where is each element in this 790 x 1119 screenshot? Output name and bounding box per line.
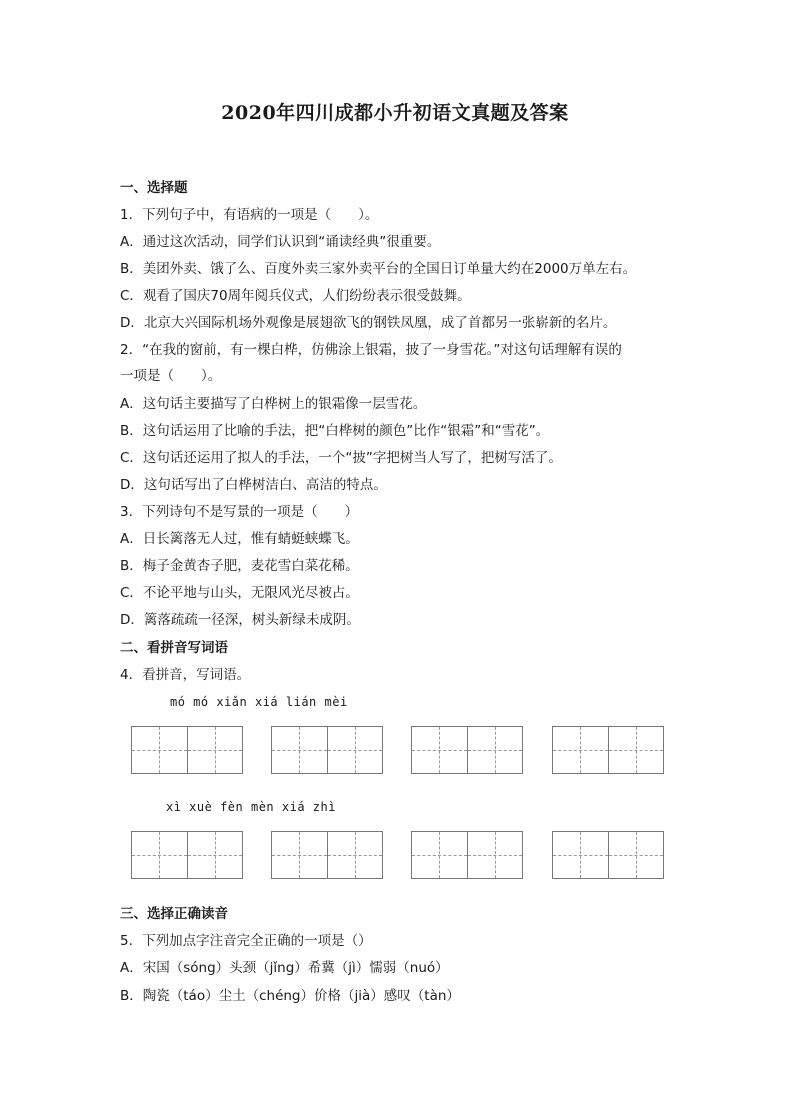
q3-option-d: D．篱落疏疏一径深，树头新绿未成阴。: [120, 612, 360, 628]
section-heading-pinyin: 二、看拼音写词语: [120, 640, 228, 656]
q1-option-b: B．美团外卖、饿了么、百度外卖三家外卖平台的全国日订单量大约在2000万单左右。: [120, 261, 637, 277]
question-2-cont: 一项是（ ）。: [120, 368, 222, 384]
question-1: 1．下列句子中，有语病的一项是（ ）。: [120, 207, 379, 223]
writing-cell[interactable]: [272, 727, 328, 773]
writing-box[interactable]: [411, 831, 523, 879]
writing-cell[interactable]: [328, 727, 383, 773]
q1-option-c: C．观看了国庆70周年阅兵仪式，人们纷纷表示很受鼓舞。: [120, 288, 471, 304]
q2-option-a: A．这句话主要描写了白桦树上的银霜像一层雪花。: [120, 396, 427, 412]
writing-cell[interactable]: [412, 727, 468, 773]
q2-option-d: D．这句话写出了白桦树洁白、高洁的特点。: [120, 477, 387, 493]
writing-cell[interactable]: [188, 727, 243, 773]
section-heading-reading: 三、选择正确读音: [120, 906, 228, 922]
question-2: 2．“在我的窗前，有一棵白桦，仿佛涂上银霜，披了一身雪花。”对这句话理解有误的: [120, 342, 622, 358]
writing-cell[interactable]: [468, 832, 523, 878]
q1-option-a: A．通过这次活动，同学们认识到“诵读经典”很重要。: [120, 234, 441, 250]
q2-option-c: C．这句话还运用了拟人的手法，一个“披”字把树当人写了，把树写活了。: [120, 450, 562, 466]
writing-cell[interactable]: [553, 727, 609, 773]
pinyin-row-1: mó mó xiǎn xiá lián mèi: [170, 695, 348, 709]
writing-box[interactable]: [271, 726, 383, 774]
writing-cell[interactable]: [188, 832, 243, 878]
q1-option-d: D．北京大兴国际机场外观像是展翅欲飞的钢铁凤凰，成了首都另一张崭新的名片。: [120, 315, 617, 331]
writing-cell[interactable]: [609, 727, 664, 773]
writing-box[interactable]: [552, 726, 664, 774]
question-5: 5．下列加点字注音完全正确的一项是（）: [120, 933, 372, 949]
writing-box[interactable]: [131, 726, 243, 774]
section-heading-choice: 一、选择题: [120, 180, 188, 196]
writing-box[interactable]: [552, 831, 664, 879]
writing-cell[interactable]: [272, 832, 328, 878]
writing-cell[interactable]: [412, 832, 468, 878]
document-title: 2020年四川成都小升初语文真题及答案: [221, 102, 569, 124]
writing-box[interactable]: [411, 726, 523, 774]
question-3: 3．下列诗句不是写景的一项是（ ）: [120, 504, 359, 520]
writing-cell[interactable]: [553, 832, 609, 878]
q3-option-c: C．不论平地与山头，无限风光尽被占。: [120, 585, 359, 601]
writing-cell[interactable]: [328, 832, 383, 878]
q5-option-a: A．宋国（sóng）头颈（jǐng）希冀（jì）懦弱（nuó）: [120, 960, 449, 976]
writing-cell[interactable]: [132, 832, 188, 878]
writing-cell[interactable]: [468, 727, 523, 773]
writing-box[interactable]: [271, 831, 383, 879]
q2-option-b: B．这句话运用了比喻的手法，把“白桦树的颜色”比作“银霜”和“雪花”。: [120, 423, 550, 439]
writing-cell[interactable]: [609, 832, 664, 878]
writing-cell[interactable]: [132, 727, 188, 773]
q3-option-a: A．日长篱落无人过，惟有蜻蜓蛱蝶飞。: [120, 531, 359, 547]
question-4: 4．看拼音，写词语。: [120, 667, 251, 683]
pinyin-row-2: xì xuè fèn mèn xiá zhì: [166, 800, 336, 814]
q5-option-b: B．陶瓷（táo）尘土（chéng）价格（jià）感叹（tàn）: [120, 988, 460, 1004]
q3-option-b: B．梅子金黄杏子肥，麦花雪白菜花稀。: [120, 558, 359, 574]
writing-box[interactable]: [131, 831, 243, 879]
